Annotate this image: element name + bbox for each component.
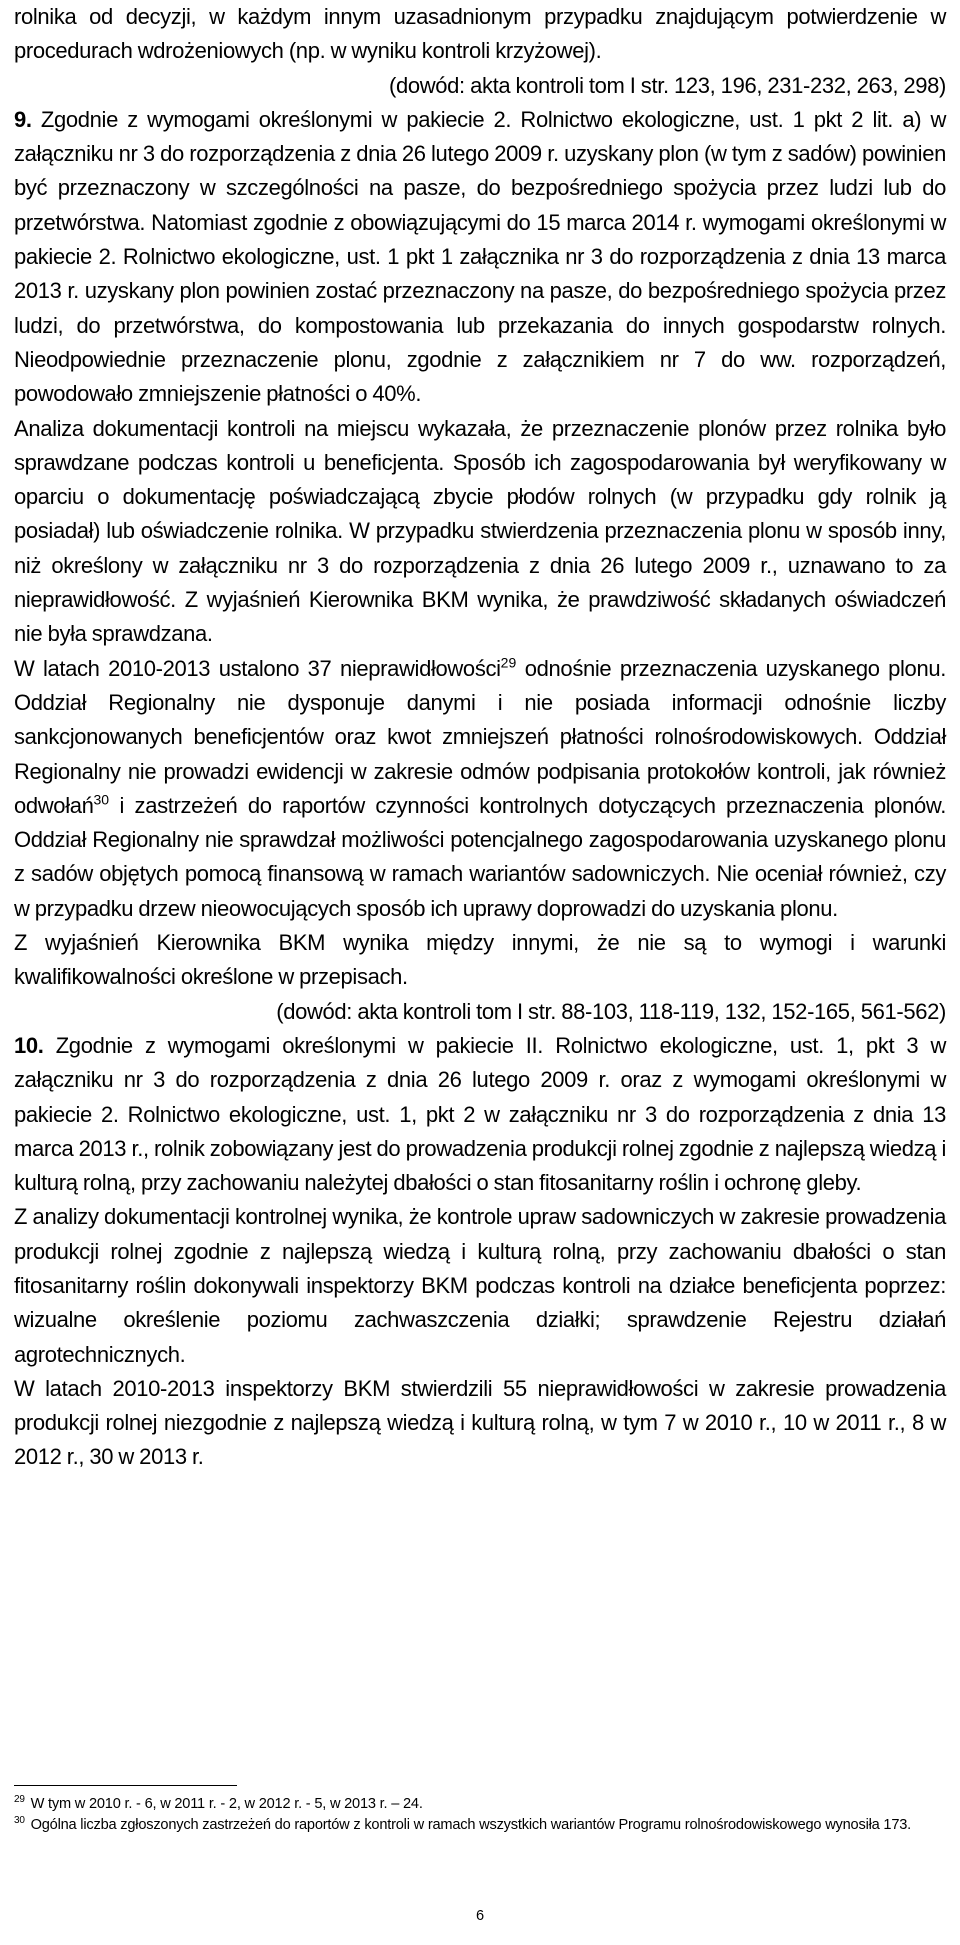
footnote-reference[interactable]: 29 bbox=[500, 654, 517, 671]
page-number: 6 bbox=[475, 1908, 485, 1924]
evidence-reference: (dowód: akta kontroli tom I str. 123, 196, 231-232, 263, 298) bbox=[388, 72, 946, 98]
paragraph-text: odnośnie przeznaczenia uzyskanego plonu. Oddział Regionalny nie dysponuje danymi i nie posiada informacji odnośnie liczby sankcjonowanych beneficjentów oraz kwot zmniejszeń płatności rolnośrodowiskowych. Oddział Regionalny nie prowadzi ewidencji w zakresie odmów podpisania protokołów kontroli, jak również odwołań bbox=[14, 655, 946, 818]
paragraph-irregularities: W latach 2010-2013 inspektorzy BKM stwierdzili 55 nieprawidłowości w zakresie prowadzenia produkcji rolnej niezgodnie z najlepszą wiedzą i kulturą rolną, w tym 7 w 2010 r., 10 w 2011 r., 8 w 2012 r., 30 w 2013 r. bbox=[14, 1375, 946, 1470]
paragraph-findings bbox=[14, 652, 946, 926]
paragraph-analysis: Analiza dokumentacji kontroli na miejscu wykazała, że przeznaczenie plonów przez rolnika było sprawdzane podczas kontroli u beneficjenta. Sposób ich zagospodarowania był weryfikowany w oparciu o dokumentację poświadczającą zbycie płodów rolnych (w przypadku gdy rolnik ją posiadał) lub oświadczenie rolnika. W przypadku stwierdzenia przeznaczenia plonu w sposób inny, niż określony w załączniku nr 3 do rozporządzenia z dnia 26 lutego 2009 r., uznawano to za nieprawidłowość. Z wyjaśnień Kierownika BKM wynika, że prawdziwość składanych oświadczeń nie była sprawdzana. bbox=[14, 415, 946, 647]
paragraph-control-analysis: Z analizy dokumentacji kontrolnej wynika, że kontrole upraw sadowniczych w zakresie prowadzenia produkcji rolnej zgodnie z najlepszą wiedzą i kulturą rolną, przy zachowaniu dbałości o stan fitosanitarny roślin dokonywali inspektorzy BKM podczas kontroli na działce beneficjenta poprzez: wizualne określenie poziomu zachwaszczenia działki; sprawdzenie Rejestru działań agrotechnicznych. bbox=[14, 1204, 946, 1367]
paragraph-continuation: rolnika od decyzji, w każdym innym uzasadnionym przypadku znajdującym potwierdzenie w procedurach wdrożeniowych (np. w wyniku kontroli krzyżowej). bbox=[14, 4, 946, 64]
footnote-29 bbox=[14, 1794, 946, 1815]
footnote-text: W tym w 2010 r. - 6, w 2011 r. - 2, w 2012 r. - 5, w 2013 r. – 24. bbox=[26, 1796, 423, 1812]
paragraph-section-10 bbox=[14, 1029, 946, 1200]
section-number: 10. bbox=[14, 1032, 44, 1058]
paragraph-text: Zgodnie z wymogami określonymi w pakiecie II. Rolnictwo ekologiczne, ust. 1, pkt 3 w załączniku nr 3 do rozporządzenia z dnia 26 lutego 2009 r. oraz z wymogami określonymi w pakiecie 2. Rolnictwo ekologiczne, ust. 1, pkt 2 w załączniku nr 3 do rozporządzenia z dnia 13 marca 2013 r., rolnik zobowiązany jest do prowadzenia produkcji rolnej zgodnie z najlepszą wiedzą i kulturą rolną, przy zachowaniu należytej dbałości o stan fitosanitarny roślin i ochronę gleby. bbox=[14, 1032, 946, 1196]
footnote-separator bbox=[14, 1785, 237, 1786]
footnote-reference[interactable]: 30 bbox=[93, 791, 110, 808]
evidence-reference: (dowód: akta kontroli tom I str. 88-103, 118-119, 132, 152-165, 561-562) bbox=[276, 998, 946, 1024]
document-body bbox=[14, 0, 946, 1475]
paragraph-text: i zastrzeżeń do raportów czynności kontrolnych dotyczących przeznaczenia plonów. Oddział Regionalny nie sprawdzał możliwości potencjalnego zagospodarowania uzyskanego plonu z sadów objętych pomocą finansową w ramach wariantów sadowniczych. Nie oceniał również, czy w przypadku drzew nieowocujących sposób ich uprawy doprowadzi do uzyskania plonu. bbox=[14, 792, 946, 921]
footnote-marker: 30 bbox=[14, 1815, 25, 1827]
paragraph-section-9 bbox=[14, 103, 946, 412]
footnote-text: Ogólna liczba zgłoszonych zastrzeżeń do raportów z kontroli w ramach wszystkich wariantów Programu rolnośrodowiskowego wynosiła 173. bbox=[26, 1817, 912, 1833]
footnote-30 bbox=[14, 1815, 946, 1836]
footnotes bbox=[14, 1785, 946, 1836]
paragraph-text: Zgodnie z wymogami określonymi w pakiecie 2. Rolnictwo ekologiczne, ust. 1 pkt 2 lit. a) w załączniku nr 3 do rozporządzenia z dnia 26 lutego 2009 r. uzyskany plon (w tym z sadów) powinien być przeznaczony w szczególności na pasze, do bezpośredniego spożycia przez ludzi lub do przetwórstwa. Natomiast zgodnie z obowiązującymi do 15 marca 2014 r. wymogami określonymi w pakiecie 2. Rolnictwo ekologiczne, ust. 1 pkt 1 załącznika nr 3 do rozporządzenia z dnia 13 marca 2013 r. uzyskany plon powinien zostać przeznaczony na pasze, do bezpośredniego spożycia przez ludzi, do przetwórstwa, do kompostowania lub przekazania do innych gospodarstw rolnych. Nieodpowiednie przeznaczenie plonu, zgodnie z załącznikiem nr 7 do ww. rozporządzeń, powodowało zmniejszenie płatności o 40%. bbox=[14, 106, 946, 407]
section-number: 9. bbox=[14, 106, 32, 132]
paragraph-explanation: Z wyjaśnień Kierownika BKM wynika między innymi, że nie są to wymogi i warunki kwalifikowalności określone w przepisach. bbox=[14, 930, 946, 990]
footnote-marker: 29 bbox=[14, 1794, 25, 1806]
paragraph-text: W latach 2010-2013 ustalono 37 nieprawidłowości bbox=[14, 655, 501, 681]
